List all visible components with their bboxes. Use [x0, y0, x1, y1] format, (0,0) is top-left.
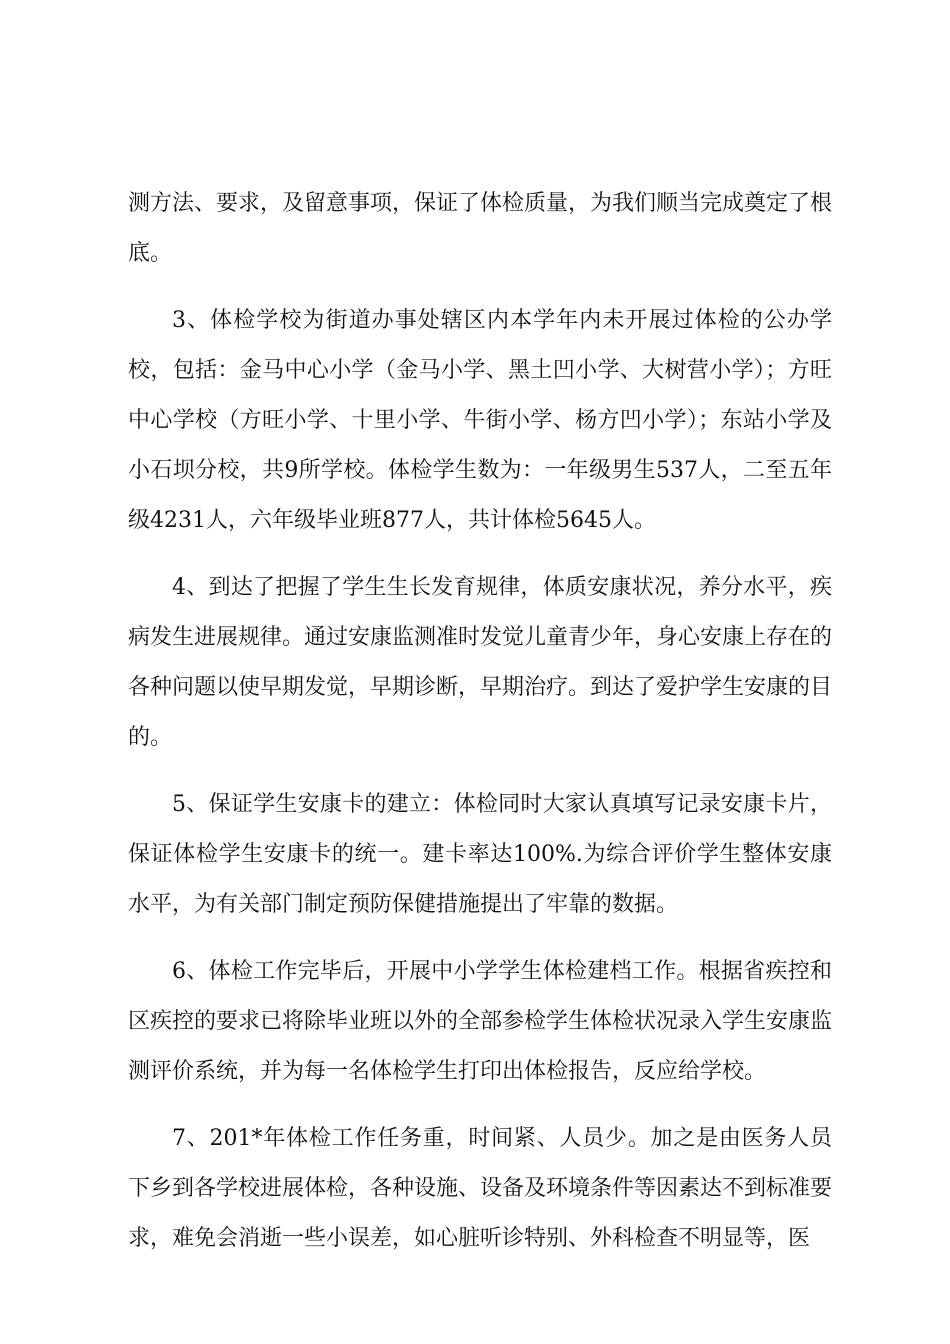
paragraph-5: 5、保证学生安康卡的建立：体检同时大家认真填写记录安康卡片，保证体检学生安康卡的统一。建卡率达100%.为综合评价学生整体安康水平，为有关部门制定预防保健措施提出了牢靠的数据。 — [128, 792, 832, 917]
paragraph-3: 3、体检学校为街道办事处辖区内本学年内未开展过体检的公办学校，包括：金马中心小学（金马小学、黑土凹小学、大树营小学）；方旺中心学校（方旺小学、十里小学、牛街小学、杨方凹小学）；东站小学及小石坝分校，共9所学校。体检学生数为：一年级男生537人，二至五年级4231人，六年级毕业班877人，共计体检5645人。 — [128, 308, 832, 533]
paragraph-4: 4、到达了把握了学生生长发育规律，体质安康状况，养分水平，疾病发生进展规律。通过安康监测准时发觉儿童青少年，身心安康上存在的各种问题以使早期发觉，早期诊断，早期治疗。到达了爱护学生安康的目的。 — [128, 575, 833, 750]
document-body — [128, 179, 832, 1281]
paragraph-continued: 测方法、要求，及留意事项，保证了体检质量，为我们顺当完成奠定了根底。 — [128, 191, 833, 266]
paragraph-6: 6、体检工作完毕后，开展中小学学生体检建档工作。根据省疾控和区疾控的要求已将除毕业班以外的全部参检学生体检状况录入学生安康监测评价系统，并为每一名体检学生打印出体检报告，反应给学校。 — [128, 959, 833, 1084]
paragraph-7: 7、201*年体检工作任务重，时间紧、人员少。加之是由医务人员下乡到各学校进展体检，各种设施、设备及环境条件等因素达不到标准要求，难免会消逝一些小误差，如心脏听诊特别、外科检查不明显等，医 — [128, 1126, 833, 1251]
